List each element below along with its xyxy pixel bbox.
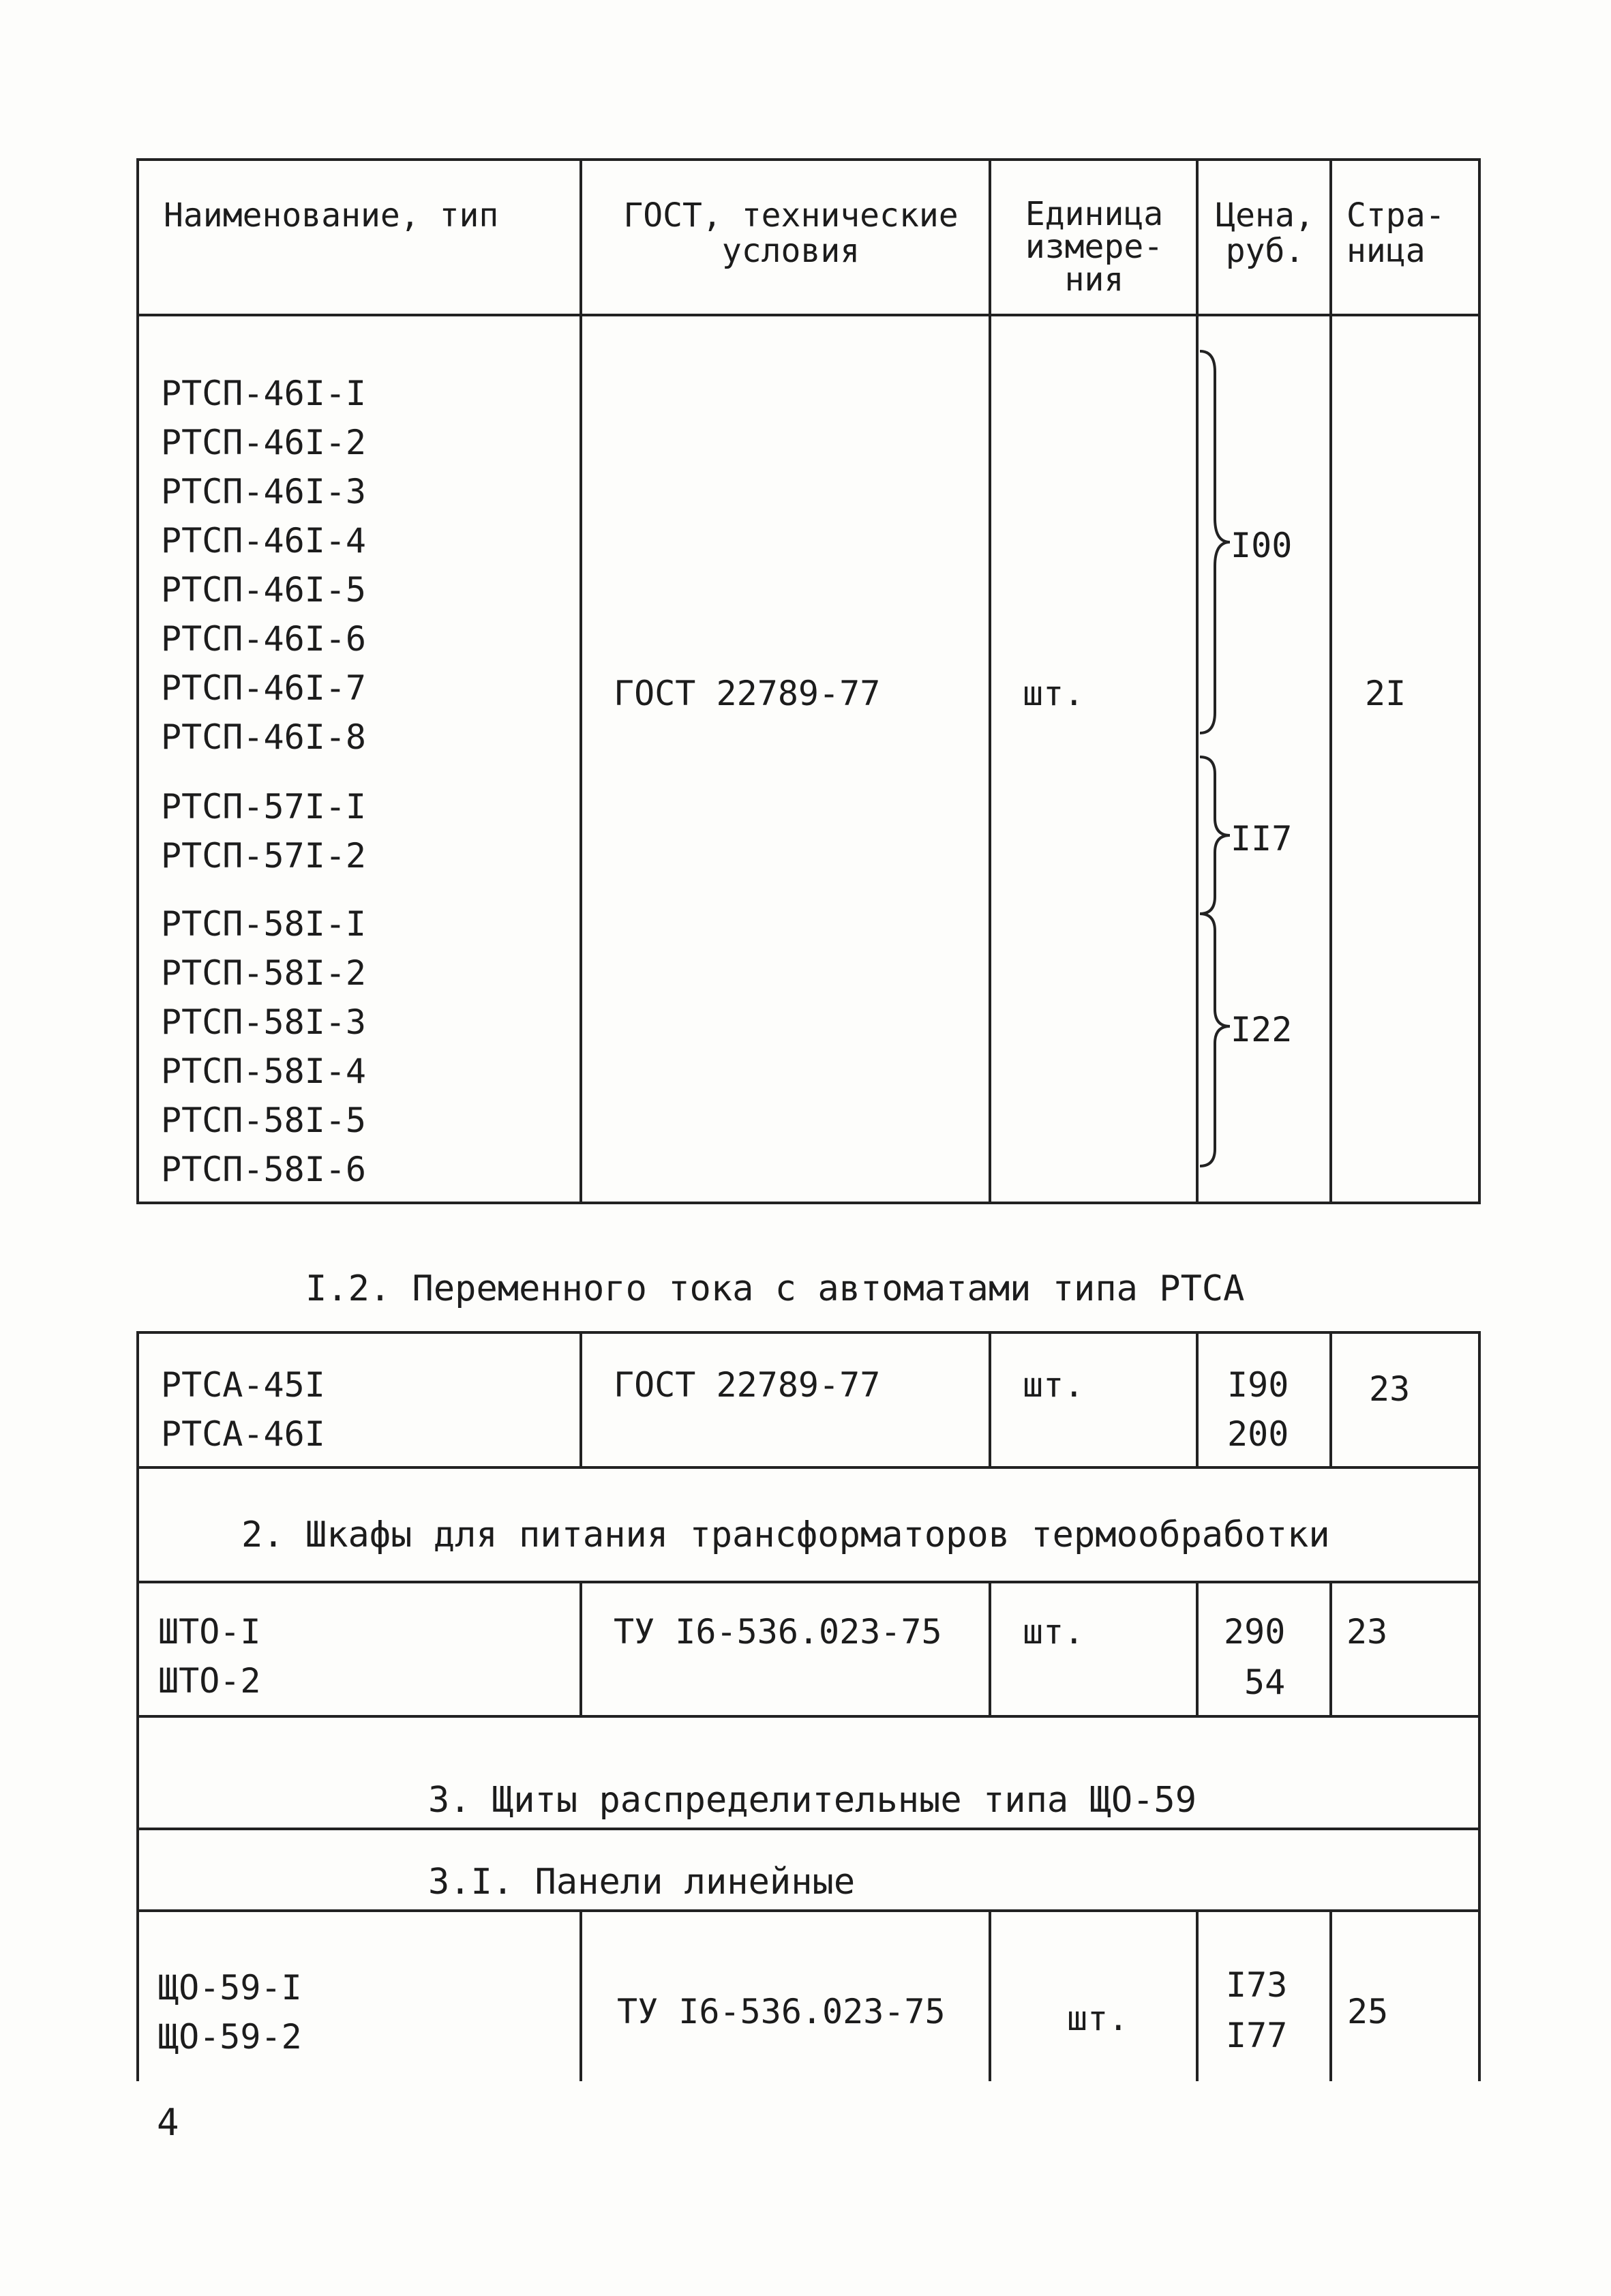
row-border [136, 1909, 1481, 1912]
section-heading-3: 3. Щиты распределительные типа ЩО-59 [428, 1780, 1197, 1821]
item-name: РТСП-46I-6 [161, 619, 367, 659]
header-price: Цена, руб. [1216, 196, 1314, 270]
item-name: ЩО-59-2 [158, 2017, 302, 2057]
col-border-1 [579, 1331, 582, 1466]
brace-icon [1200, 914, 1230, 1166]
item-name: РТСП-58I-6 [161, 1150, 367, 1189]
item-name: РТСА-46I [161, 1414, 325, 1454]
item-name: РТСП-58I-3 [161, 1002, 367, 1042]
item-name: РТСП-46I-7 [161, 668, 367, 708]
col-border-4 [1329, 1581, 1332, 1715]
item-name: РТСП-58I-4 [161, 1052, 367, 1091]
block3-unit: шт. [1023, 1612, 1085, 1652]
header-name: Наименование, тип [164, 196, 499, 235]
header-page: Стра- ница [1346, 196, 1445, 270]
price-value: I73 [1226, 1965, 1288, 2005]
col-border-1 [579, 1909, 582, 2081]
price-value: 54 [1244, 1663, 1286, 1702]
row-border [136, 1466, 1481, 1469]
block2-gost: ГОСТ 22789-77 [614, 1365, 881, 1405]
item-name: РТСП-46I-I [161, 374, 367, 413]
col-border-1 [579, 1581, 582, 1715]
block2-unit: шт. [1023, 1365, 1085, 1405]
block3-gost: ТУ I6-536.023-75 [614, 1612, 942, 1652]
item-name: РТСП-58I-2 [161, 953, 367, 993]
col-border-left [136, 1331, 139, 2081]
row-border [136, 1331, 1481, 1334]
price-value: I90 [1227, 1365, 1289, 1405]
item-name: ШТО-2 [158, 1661, 261, 1701]
row-border [136, 1828, 1481, 1830]
item-name: РТСП-46I-3 [161, 472, 367, 511]
col-border-3 [1196, 1331, 1199, 1466]
block4-unit: шт. [1067, 1999, 1129, 2038]
col-border-2 [989, 1909, 991, 2081]
item-name: ЩО-59-I [158, 1968, 302, 2008]
block1-gost: ГОСТ 22789-77 [614, 674, 881, 713]
brace-icon [1200, 351, 1230, 733]
col-border-left [136, 158, 139, 1203]
col-border-4 [1329, 1909, 1332, 2081]
price-value: 290 [1224, 1612, 1286, 1652]
item-name: РТСП-57I-2 [161, 836, 367, 876]
table-top-border [136, 158, 1481, 161]
page-number: 4 [157, 2101, 179, 2144]
item-name: РТСП-46I-5 [161, 570, 367, 610]
item-name: РТСП-46I-2 [161, 423, 367, 462]
block1-unit: шт. [1023, 674, 1085, 713]
curly-brace-group [1194, 344, 1263, 1176]
col-border-2 [989, 1581, 991, 1715]
block4-page: 25 [1347, 1992, 1389, 2031]
col-border-2 [989, 1331, 991, 1466]
price-value: I77 [1226, 2016, 1288, 2055]
block1-bottom-border [136, 1202, 1481, 1204]
block4-gost: ТУ I6-536.023-75 [617, 1992, 946, 2031]
col-border-3 [1196, 1581, 1199, 1715]
row-border [136, 1715, 1481, 1718]
block1-page: 2I [1365, 674, 1406, 713]
price-value: I22 [1231, 1010, 1293, 1049]
item-name: ШТО-I [158, 1612, 261, 1652]
section-heading-2: 2. Шкафы для питания трансформаторов термообработки [241, 1515, 1330, 1555]
col-border-1 [579, 158, 582, 1203]
col-border-2 [989, 158, 991, 1203]
header-bottom-border [136, 314, 1481, 316]
item-name: РТСА-45I [161, 1365, 325, 1405]
col-border-4 [1329, 158, 1332, 1203]
item-name: РТСП-58I-5 [161, 1101, 367, 1140]
col-border-right [1478, 1331, 1481, 2081]
row-border [136, 1581, 1481, 1583]
block3-page: 23 [1346, 1612, 1388, 1652]
section-heading-3-1: 3.I. Панели линейные [428, 1862, 856, 1903]
col-border-4 [1329, 1331, 1332, 1466]
price-value: II7 [1231, 819, 1293, 859]
header-gost: ГОСТ, технические условия [623, 196, 959, 270]
brace-icon [1200, 757, 1230, 914]
item-name: РТСП-46I-8 [161, 717, 367, 757]
section-heading-1-2: I.2. Переменного тока с автоматами типа РТСА [305, 1268, 1245, 1309]
col-border-3 [1196, 1909, 1199, 2081]
header-unit: Единица измере- ния [1025, 195, 1164, 299]
item-name: РТСП-57I-I [161, 787, 367, 826]
item-name: РТСП-58I-I [161, 904, 367, 944]
block2-page: 23 [1369, 1369, 1411, 1409]
price-value: I00 [1231, 526, 1293, 565]
item-name: РТСП-46I-4 [161, 521, 367, 561]
col-border-right [1478, 158, 1481, 1203]
price-value: 200 [1227, 1414, 1289, 1454]
